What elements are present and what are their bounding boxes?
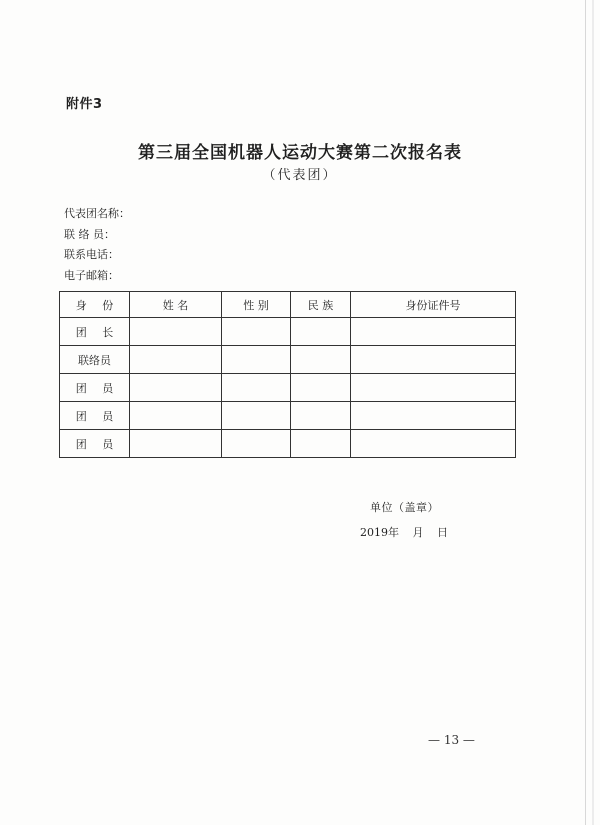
header-id-number: 身份证件号 (351, 292, 516, 318)
name-cell[interactable] (130, 318, 222, 346)
ethnicity-cell[interactable] (291, 402, 351, 430)
gender-cell[interactable] (222, 430, 291, 458)
table-header-row (60, 292, 516, 318)
ethnicity-cell[interactable] (291, 346, 351, 374)
contact-fields (64, 204, 130, 286)
gender-cell[interactable] (222, 402, 291, 430)
id-number-cell[interactable] (351, 430, 516, 458)
scan-edge-line (585, 0, 586, 825)
row-role: 团 员 (60, 402, 130, 430)
name-cell[interactable] (130, 374, 222, 402)
gender-cell[interactable] (222, 346, 291, 374)
name-cell[interactable] (130, 430, 222, 458)
page-number: — 13 — (428, 733, 475, 747)
attachment-label: 附件3 (66, 97, 103, 112)
name-cell[interactable] (130, 346, 222, 374)
registration-table (59, 291, 516, 458)
id-number-cell[interactable] (351, 374, 516, 402)
row-role: 联络员 (60, 346, 130, 374)
id-number-cell[interactable] (351, 318, 516, 346)
id-number-cell[interactable] (351, 402, 516, 430)
table-row (60, 374, 516, 402)
scan-edge-shadow (592, 0, 594, 825)
date-line: 2019年 月 日 (360, 526, 448, 539)
table-row (60, 318, 516, 346)
header-identity: 身 份 (60, 292, 130, 318)
row-role: 团 员 (60, 430, 130, 458)
header-gender: 性 别 (222, 292, 291, 318)
id-number-cell[interactable] (351, 346, 516, 374)
email-label: 电子邮箱： (64, 268, 119, 282)
gender-cell[interactable] (222, 374, 291, 402)
ethnicity-cell[interactable] (291, 430, 351, 458)
table-row (60, 346, 516, 374)
table-row (60, 402, 516, 430)
row-role: 团 员 (60, 374, 130, 402)
header-ethnicity: 民 族 (291, 292, 351, 318)
name-cell[interactable] (130, 402, 222, 430)
ethnicity-cell[interactable] (291, 374, 351, 402)
liaison-label: 联 络 员： (64, 227, 115, 241)
seal-label: 单位（盖章） (370, 501, 439, 514)
table-row (60, 430, 516, 458)
form-title: 第三届全国机器人运动大赛第二次报名表 (138, 143, 462, 163)
phone-label: 联系电话： (64, 248, 119, 261)
form-subtitle: （代表团） (262, 168, 338, 183)
delegation-name-label: 代表团名称： (64, 207, 130, 220)
row-role: 团 长 (60, 318, 130, 346)
header-name: 姓 名 (130, 292, 222, 318)
ethnicity-cell[interactable] (291, 318, 351, 346)
gender-cell[interactable] (222, 318, 291, 346)
